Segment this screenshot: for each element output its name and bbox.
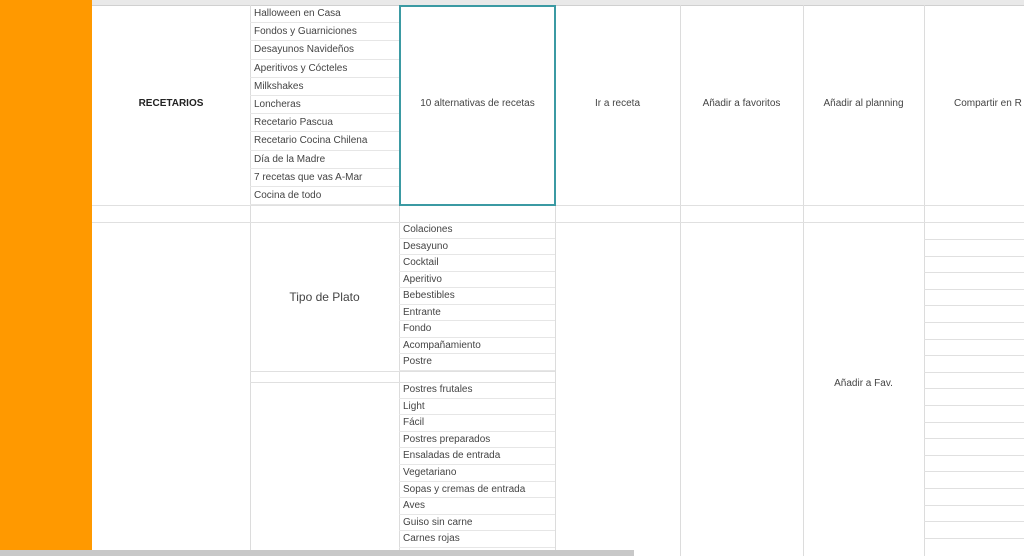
list-item[interactable]: Cocktail bbox=[399, 255, 555, 272]
list-item[interactable]: Aves bbox=[399, 498, 555, 515]
grid-row-line bbox=[924, 322, 1024, 323]
grid-row-line bbox=[924, 471, 1024, 472]
list-item[interactable]: Carnes rojas bbox=[399, 531, 555, 548]
list-item[interactable]: Guiso sin carne bbox=[399, 515, 555, 532]
grid-row-line bbox=[924, 405, 1024, 406]
list-item[interactable]: Milkshakes bbox=[250, 78, 399, 96]
list-item[interactable]: Postres frutales bbox=[399, 382, 555, 399]
go-to-recipe-cell[interactable]: Ir a receta bbox=[594, 98, 641, 109]
list-item[interactable]: Aperitivos y Cócteles bbox=[250, 60, 399, 78]
grid-row-line bbox=[924, 388, 1024, 389]
alternatives-cell[interactable]: 10 alternativas de recetas bbox=[420, 98, 535, 109]
recetarios-label: RECETARIOS bbox=[138, 98, 204, 109]
grid-row-line bbox=[924, 239, 1024, 240]
grid-row-line bbox=[924, 355, 1024, 356]
horizontal-scrollbar[interactable] bbox=[0, 550, 634, 556]
add-favorites-cell[interactable]: Añadir a favoritos bbox=[702, 98, 781, 109]
list-item[interactable]: Día de la Madre bbox=[250, 151, 399, 169]
grid-row-line bbox=[924, 305, 1024, 306]
grid-row-line bbox=[924, 272, 1024, 273]
share-cell[interactable]: Compartir en R bbox=[954, 98, 1022, 109]
list-item[interactable]: Cocina de todo bbox=[250, 187, 399, 205]
list-item[interactable]: 7 recetas que vas A-Mar bbox=[250, 169, 399, 187]
add-fav-short-cell[interactable]: Añadir a Fav. bbox=[834, 378, 893, 389]
grid-row-line bbox=[924, 538, 1024, 539]
list-item[interactable]: Desayunos Navideños bbox=[250, 41, 399, 59]
list-item[interactable]: Desayuno bbox=[399, 239, 555, 256]
list-item[interactable]: Fondos y Guarniciones bbox=[250, 23, 399, 41]
grid-row-line bbox=[924, 422, 1024, 423]
grid-row-line bbox=[924, 289, 1024, 290]
list-item[interactable]: Loncheras bbox=[250, 96, 399, 114]
top-strip bbox=[92, 0, 1024, 6]
grid-row-line bbox=[924, 372, 1024, 373]
list-item[interactable]: Fondo bbox=[399, 321, 555, 338]
grid-row-line bbox=[924, 256, 1024, 257]
list-item[interactable]: Fácil bbox=[399, 415, 555, 432]
grid-row-line bbox=[924, 438, 1024, 439]
grid-row-line bbox=[924, 455, 1024, 456]
list-item[interactable]: Postres preparados bbox=[399, 432, 555, 449]
grid-row-line bbox=[924, 505, 1024, 506]
list-item[interactable]: Bebestibles bbox=[399, 288, 555, 305]
list-item[interactable]: Ensaladas de entrada bbox=[399, 448, 555, 465]
list-item[interactable]: Vegetariano bbox=[399, 465, 555, 482]
grid-row-line bbox=[924, 339, 1024, 340]
list-item[interactable]: Entrante bbox=[399, 305, 555, 322]
list-item[interactable]: Acompañamiento bbox=[399, 338, 555, 355]
list-item[interactable]: Postre bbox=[399, 354, 555, 371]
add-planning-cell[interactable]: Añadir al planning bbox=[823, 98, 904, 109]
list-item[interactable]: Recetario Cocina Chilena bbox=[250, 132, 399, 150]
list-item[interactable]: Aperitivo bbox=[399, 272, 555, 289]
list-item[interactable]: Colaciones bbox=[399, 222, 555, 239]
list-item[interactable]: Sopas y cremas de entrada bbox=[399, 482, 555, 499]
orange-column bbox=[0, 0, 92, 556]
list-item[interactable]: Light bbox=[399, 399, 555, 416]
list-item[interactable]: Recetario Pascua bbox=[250, 114, 399, 132]
list-item[interactable]: Halloween en Casa bbox=[250, 5, 399, 23]
tipo-plato-label: Tipo de Plato bbox=[289, 290, 360, 304]
grid-row-line bbox=[924, 488, 1024, 489]
grid-row-line bbox=[924, 521, 1024, 522]
